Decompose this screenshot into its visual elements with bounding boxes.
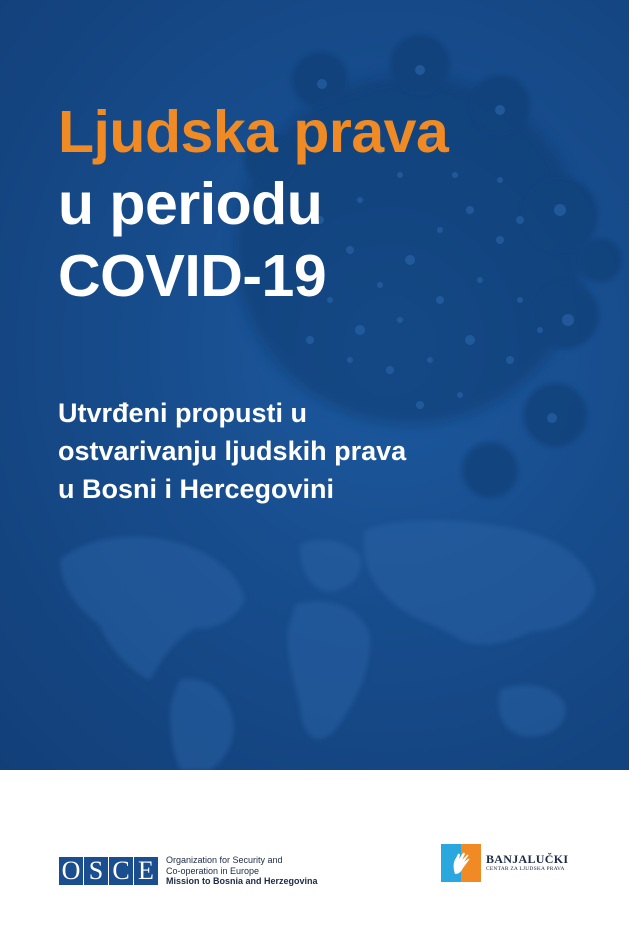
osce-text-line-2: Co-operation in Europe (166, 865, 260, 876)
osce-logo-block (59, 855, 318, 887)
cover-subtitle (58, 394, 598, 508)
osce-text-line-3: Mission to Bosnia and Herzegovina (166, 876, 318, 886)
cover-title (58, 96, 598, 312)
osce-letter-c: C (109, 857, 133, 885)
subtitle-line-3: u Bosni i Hercegovini (58, 474, 335, 504)
osce-letter-o: O (59, 857, 83, 885)
title-line-3: COVID-19 (58, 243, 327, 309)
osce-text-line-1: Organization for Security and (166, 855, 283, 865)
osce-letter-e: E (134, 857, 158, 885)
bcr-name: BANJALUČKI (486, 852, 569, 866)
cover-footer (0, 770, 629, 944)
bcr-hand-logo-icon (441, 844, 481, 882)
bcr-tagline: CENTAR ZA LJUDSKA PRAVA (486, 866, 565, 872)
title-line-2: u periodu (58, 171, 323, 237)
osce-logo (59, 857, 159, 885)
bcr-logo-block (441, 844, 568, 882)
subtitle-line-2: ostvarivanju ljudskih prava (58, 436, 407, 466)
subtitle-line-1: Utvrđeni propusti u (58, 398, 307, 428)
osce-organization-text (166, 855, 318, 887)
title-line-1: Ljudska prava (58, 99, 449, 165)
osce-letter-s: S (84, 857, 108, 885)
bcr-text (486, 853, 568, 873)
